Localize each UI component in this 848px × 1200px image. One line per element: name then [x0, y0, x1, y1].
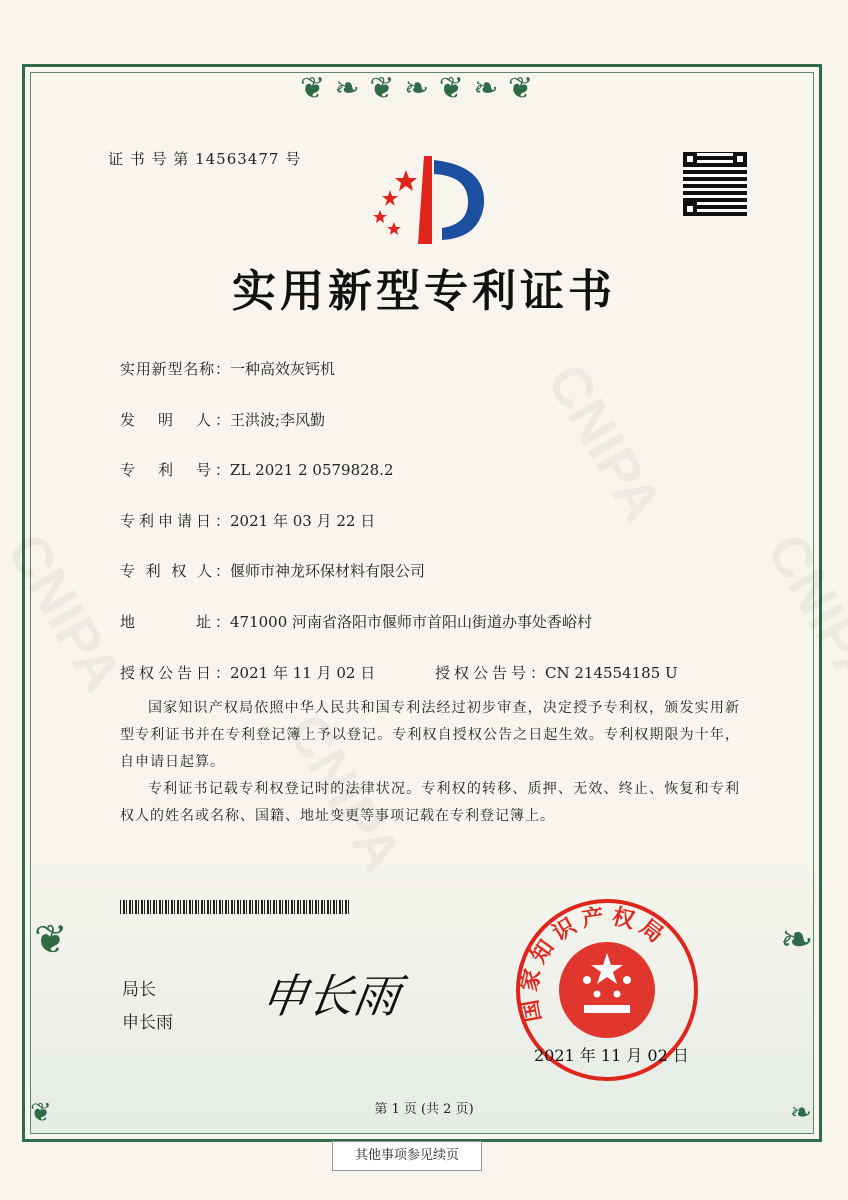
field-label: 专 利 权 人： — [120, 562, 230, 580]
field-row-grant-date — [120, 662, 375, 683]
field-value: 偃师市神龙环保材料有限公司 — [230, 562, 426, 580]
side-ornament-icon: ❦ — [34, 917, 68, 963]
page-number: 第 1 页 (共 2 页) — [374, 1102, 474, 1117]
field-label: 专利申请日： — [120, 512, 230, 530]
page-title: 实用新型专利证书 — [232, 266, 616, 317]
field-label: 专 利 号： — [120, 461, 230, 479]
field-row-patent-no — [120, 459, 394, 480]
qr-code[interactable] — [683, 152, 747, 216]
director-name: 申长雨 — [122, 1013, 173, 1033]
field-value: 2021 年 03 月 22 日 — [230, 512, 376, 530]
certificate-number — [108, 148, 301, 169]
field-row-inventor — [120, 409, 325, 430]
field-label: 地 址： — [120, 613, 230, 631]
certificate-number-label: 证 书 号 第 — [108, 150, 190, 168]
seal-text: 国家知识产权局 — [516, 903, 673, 1024]
paragraph-grant: 国家知识产权局依照中华人民共和国专利法经过初步审查，决定授予专利权，颁发实用新型专利证书并在专利登记簿上予以登记。专利权自授权公告之日起生效。专利权期限为十年，自申请日起算。 — [120, 700, 740, 770]
top-ornament-icon: ❦ ❧ ❦ ❧ ❦ ❧ ❦ — [300, 71, 534, 106]
paragraph-legal-status: 专利证书记载专利权登记时的法律状况。专利权的转移、质押、无效、终止、恢复和专利权人的姓名或名称、国籍、地址变更等事项记载在专利登记簿上。 — [120, 781, 740, 824]
continued-note: 其他事项参见续页 — [332, 1141, 482, 1171]
field-value: ZL 2021 2 0579828.2 — [230, 461, 394, 479]
director-title: 局长 — [122, 980, 156, 1000]
field-label: 实用新型名称： — [120, 360, 230, 378]
field-value: 王洪波;李风勤 — [230, 411, 326, 429]
certificate-number-suffix: 号 — [285, 150, 302, 168]
field-value: 471000 河南省洛阳市偃师市首阳山街道办事处香峪村 — [230, 613, 593, 631]
field-value: 一种高效灰钙机 — [230, 360, 336, 378]
cnipa-logo-icon — [362, 148, 488, 248]
field-value: CN 214554185 U — [545, 664, 678, 682]
field-row-filing-date — [120, 510, 375, 531]
field-row-announcement-no — [435, 662, 678, 683]
corner-ornament-icon: ❦ — [30, 1098, 52, 1128]
handwritten-signature: 申长雨 — [257, 969, 404, 1023]
field-value: 2021 年 11 月 02 日 — [230, 664, 376, 682]
seal-date: 2021 年 11 月 02 日 — [534, 1046, 689, 1065]
side-ornament-icon: ❧ — [780, 917, 814, 963]
field-label: 授权公告日： — [120, 664, 230, 682]
field-row-patentee — [120, 560, 425, 581]
corner-ornament-icon: ❧ — [790, 1098, 812, 1128]
barcode — [120, 900, 350, 914]
certificate-number-value: 14563477 — [195, 150, 280, 168]
field-label: 发 明 人： — [120, 411, 230, 429]
field-row-address — [120, 611, 592, 632]
field-label: 授权公告号： — [435, 664, 545, 682]
field-row-name — [120, 358, 335, 379]
